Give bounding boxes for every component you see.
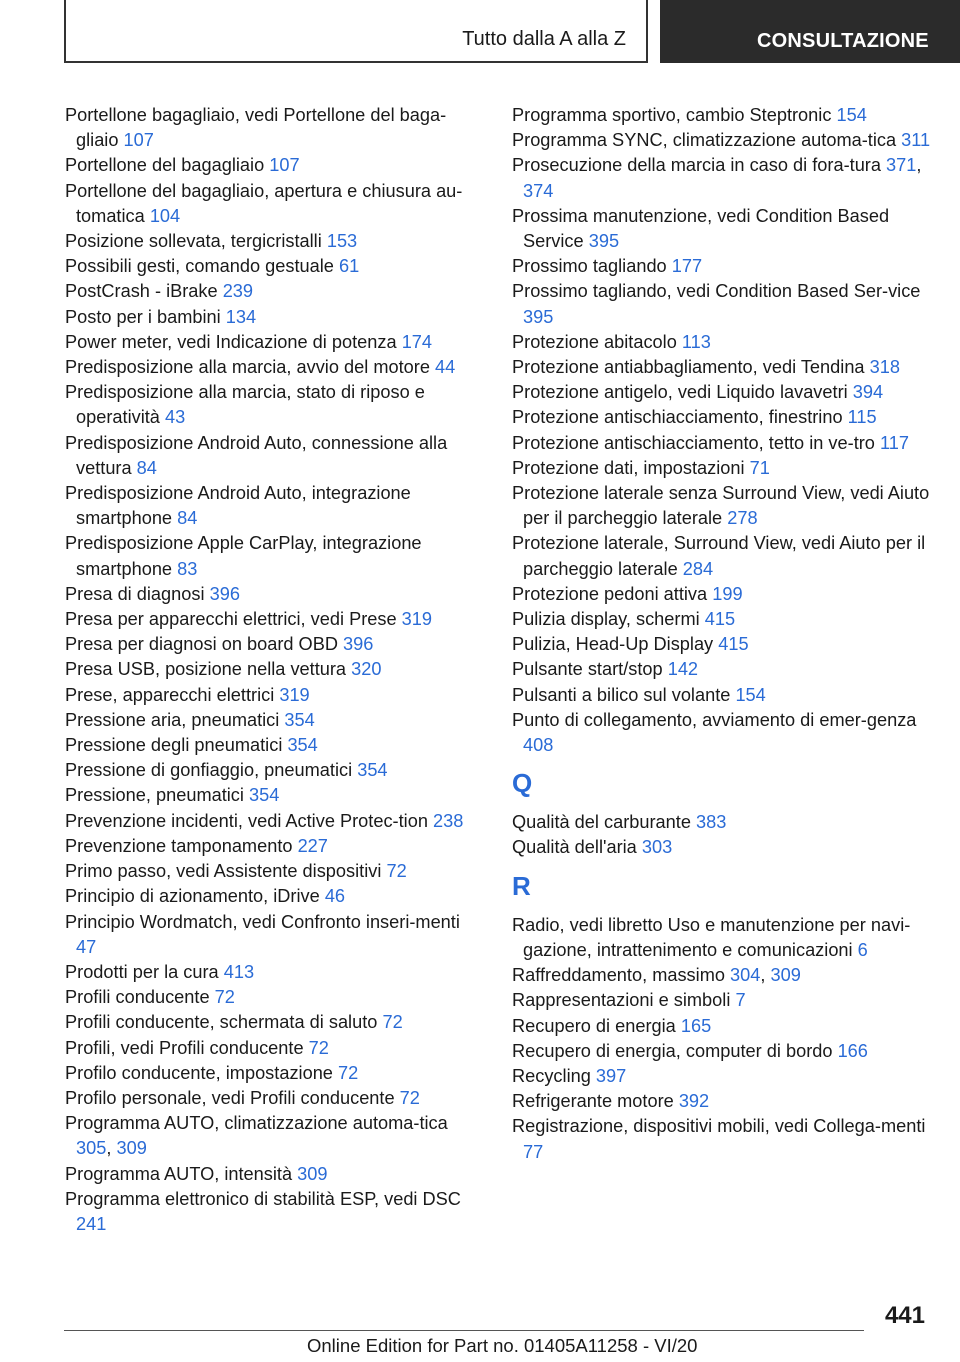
- index-entry: Programma AUTO, climatizzazione automa-tica 305, 309: [65, 1113, 448, 1159]
- index-entry: Prosecuzione della marcia in caso di fora-tura 371, 374: [512, 155, 922, 201]
- index-entry: [65, 254, 485, 279]
- index-entry: [65, 531, 485, 581]
- index-entry-text: Punto di collegamento, avviamento di emer-genza: [512, 709, 917, 730]
- page-reference-link[interactable]: 153: [326, 231, 358, 252]
- page-reference-link[interactable]: 71: [749, 457, 770, 478]
- index-entry-text: Protezione pedoni attiva: [512, 583, 708, 604]
- index-entry: [65, 582, 485, 607]
- page-reference-link[interactable]: 413: [223, 961, 255, 982]
- page-reference-link[interactable]: 354: [287, 735, 318, 756]
- page-reference-link[interactable]: 154: [836, 105, 867, 125]
- page-reference-link[interactable]: 354: [249, 785, 280, 806]
- chapter-tab: [660, 0, 960, 63]
- footer-divider: [64, 1330, 864, 1331]
- index-entry-text: Profili conducente: [65, 987, 210, 1008]
- index-entry: [65, 279, 485, 304]
- index-entry: [65, 179, 485, 229]
- index-entry-text: Prevenzione tamponamento: [65, 835, 293, 856]
- page-reference-link[interactable]: 174: [401, 331, 433, 352]
- index-entry-text: Refrigerante motore: [512, 1091, 674, 1112]
- page-reference-link[interactable]: 395: [588, 231, 620, 252]
- index-entry-text: Primo passo, vedi Assistente dispositivi: [65, 861, 382, 882]
- index-entry-text: Pressione, pneumatici: [65, 785, 244, 806]
- page-reference-link[interactable]: 278: [727, 508, 758, 529]
- page-reference-link[interactable]: 303: [641, 837, 673, 858]
- index-entry: [512, 254, 932, 279]
- page-reference-link[interactable]: 354: [284, 709, 315, 730]
- page-reference-link[interactable]: 319: [279, 684, 310, 705]
- index-entry-text: Predisposizione Android Auto, connessione alla vettura: [65, 432, 448, 478]
- index-entry-text: Prossimo tagliando, vedi Condition Based Ser-vice: [512, 281, 921, 302]
- page-reference-link[interactable]: 354: [357, 760, 388, 781]
- index-entry-text: Profilo personale, vedi Profili conducente: [65, 1087, 395, 1108]
- index-entry: [65, 859, 485, 884]
- page-reference-link[interactable]: 394: [852, 382, 884, 403]
- section-label: Tutto dalla A alla Z: [462, 28, 626, 50]
- page-reference-link[interactable]: 113: [681, 331, 711, 352]
- index-entry: [512, 683, 932, 708]
- page-reference-link[interactable]: 319: [401, 609, 432, 630]
- page-reference-link[interactable]: 72: [382, 1012, 403, 1033]
- index-entry-text: Protezione antiabbagliamento, vedi Tendina: [512, 357, 865, 378]
- page-reference-link[interactable]: 383: [696, 812, 727, 833]
- index-entry: [512, 456, 932, 481]
- index-entry-text: Predisposizione Apple CarPlay, integrazione smartphone: [65, 533, 422, 579]
- page-reference-link[interactable]: 134: [225, 306, 257, 327]
- index-entry-text: Presa USB, posizione nella vettura: [65, 659, 347, 680]
- page-reference-link[interactable]: 396: [343, 634, 374, 655]
- index-entry: [512, 708, 932, 758]
- index-entry-text: Qualità del carburante: [512, 812, 691, 833]
- index-entry-text: Profili conducente, schermata di saluto: [65, 1012, 378, 1033]
- index-entry-text: Presa di diagnosi: [65, 583, 205, 604]
- page-reference-link[interactable]: 83: [177, 558, 198, 579]
- index-entry-text: Posto per i bambini: [65, 306, 221, 327]
- index-entry: [512, 582, 932, 607]
- index-entry-text: Qualità dell'aria: [512, 837, 637, 858]
- page-reference-link[interactable]: 72: [337, 1062, 359, 1083]
- page-reference-link[interactable]: 396: [209, 583, 240, 604]
- index-entry-text: Programma sportivo, cambio Steptronic: [512, 105, 832, 125]
- index-entry: [512, 1014, 932, 1039]
- index-entry-text: Prevenzione incidenti, vedi Active Protec-tion: [65, 810, 428, 831]
- index-entry-text: Protezione antischiacciamento, tetto in ve-tro: [512, 432, 875, 453]
- index-entry: [512, 835, 932, 860]
- index-entry-text: Rappresentazioni e simboli: [512, 990, 731, 1011]
- index-entry-text: Portellone del bagagliaio, apertura e chiusura au-tomatica: [65, 180, 463, 226]
- index-entry: [512, 913, 932, 963]
- index-entry: [512, 128, 932, 153]
- index-entry-text: Protezione laterale senza Surround View, vedi Aiuto per il parcheggio laterale: [512, 483, 930, 529]
- page-reference-link[interactable]: 227: [297, 835, 328, 856]
- index-entry: [65, 305, 485, 330]
- index-column-left: [65, 103, 485, 1237]
- index-entry-text: Predisposizione alla marcia, stato di riposo e operatività: [65, 382, 425, 428]
- index-entry: [65, 809, 485, 834]
- index-entry-text: Principio di azionamento, iDrive: [65, 886, 320, 907]
- index-entry-text: Recupero di energia: [512, 1015, 676, 1036]
- index-entry-text: Protezione antischiacciamento, finestrino: [512, 407, 843, 428]
- index-entry: [65, 330, 485, 355]
- page-reference-link[interactable]: 239: [222, 281, 254, 302]
- index-entry-text: Predisposizione Android Auto, integrazione smartphone: [65, 483, 411, 529]
- page-reference-link[interactable]: 284: [682, 558, 714, 579]
- index-entry: [65, 103, 485, 153]
- index-entry: [65, 607, 485, 632]
- page-reference-link[interactable]: 241: [76, 1213, 107, 1234]
- index-entry: [65, 1036, 485, 1061]
- index-entry-text: Recycling: [512, 1065, 591, 1086]
- index-entry: [65, 1187, 485, 1237]
- index-entry: [65, 783, 485, 808]
- page-reference-link[interactable]: 72: [386, 861, 407, 882]
- index-letter-heading: R: [512, 870, 531, 901]
- index-entry: [512, 103, 932, 128]
- page-reference-link[interactable]: 77: [523, 1141, 544, 1162]
- index-entry: [512, 355, 932, 380]
- page-reference-link[interactable]: 320: [351, 659, 382, 680]
- index-entry: [512, 481, 932, 531]
- index-entry: [512, 405, 932, 430]
- index-entry: [65, 1010, 485, 1035]
- chapter-label: CONSULTAZIONE: [757, 30, 929, 52]
- page-reference-link[interactable]: 177: [671, 256, 703, 277]
- index-entry: [65, 481, 485, 531]
- page-reference-link[interactable]: 43: [164, 407, 186, 428]
- index-entry-text: Protezione laterale, Surround View, vedi Aiuto per il parcheggio laterale: [512, 533, 926, 579]
- index-entry: [65, 632, 485, 657]
- index-entry-text: Presa per diagnosi on board OBD: [65, 634, 338, 655]
- page-reference-link[interactable]: 6: [857, 939, 868, 960]
- page-reference-link[interactable]: 47: [76, 936, 97, 957]
- page-reference-link[interactable]: 304: [730, 965, 761, 986]
- index-entry-text: Presa per apparecchi elettrici, vedi Prese: [65, 609, 397, 630]
- index-entry: [512, 431, 932, 456]
- page-reference-link[interactable]: 392: [678, 1091, 710, 1112]
- index-entry: [65, 1061, 485, 1086]
- index-entry: [65, 683, 485, 708]
- page-reference-link[interactable]: 72: [214, 987, 235, 1008]
- index-entry: [512, 657, 932, 682]
- index-entry: [65, 960, 485, 985]
- index-entry-text: Pulsanti a bilico sul volante: [512, 684, 731, 705]
- index-entry-text: Raffreddamento, massimo: [512, 965, 725, 986]
- index-entry-text: Pressione aria, pneumatici: [65, 709, 280, 730]
- index-entry: [65, 1162, 485, 1187]
- page-number: 441: [884, 1302, 925, 1329]
- index-entry-text: Protezione antigelo, vedi Liquido lavavetri: [512, 382, 848, 403]
- index-entry-text: Predisposizione alla marcia, avvio del motore: [65, 357, 430, 378]
- index-entry-text: Prodotti per la cura: [65, 961, 219, 982]
- index-entry: [65, 355, 485, 380]
- index-entry: [512, 380, 932, 405]
- page-reference-link[interactable]: 311: [901, 130, 931, 151]
- index-entry: [512, 1089, 932, 1114]
- index-entry: [65, 380, 485, 430]
- index-entry-text: Power meter, vedi Indicazione di potenza: [65, 331, 397, 352]
- index-column-right: [512, 103, 932, 1165]
- index-entry-text: Programma elettronico di stabilità ESP, vedi DSC: [65, 1188, 461, 1209]
- index-entry: [512, 810, 932, 835]
- index-entry: [512, 531, 932, 581]
- index-entry-text: Prosecuzione della marcia in caso di fora-tura: [512, 155, 881, 176]
- index-entry: [512, 1064, 932, 1089]
- page-reference-link[interactable]: 46: [324, 886, 346, 907]
- index-entry: [512, 204, 932, 254]
- index-entry-text: Prese, apparecchi elettrici: [65, 684, 275, 705]
- index-entry-text: Posizione sollevata, tergicristalli: [65, 231, 322, 252]
- index-entry: [65, 834, 485, 859]
- index-entry: [65, 884, 485, 909]
- page-reference-link[interactable]: 408: [523, 735, 554, 756]
- footer-edition: Online Edition for Part no. 01405A11258 - VI/20: [307, 1335, 698, 1356]
- index-entry-text: Programma SYNC, climatizzazione automa-tica: [512, 130, 897, 151]
- page-reference-link[interactable]: 166: [837, 1040, 868, 1061]
- index-entry-text: Registrazione, dispositivi mobili, vedi Collega-menti: [512, 1116, 926, 1137]
- index-entry-text: Recupero di energia, computer di bordo: [512, 1040, 833, 1061]
- index-entry: [65, 758, 485, 783]
- index-entry: [65, 657, 485, 682]
- index-entry-text: Pressione di gonfiaggio, pneumatici: [65, 760, 353, 781]
- index-entry: [65, 153, 485, 178]
- index-entry: [512, 279, 932, 329]
- index-entry-text: Pressione degli pneumatici: [65, 735, 283, 756]
- page-reference-link[interactable]: 72: [399, 1087, 420, 1108]
- page-reference-link[interactable]: 374: [523, 180, 554, 201]
- index-entry-text: Prossimo tagliando: [512, 256, 667, 277]
- index-entry: [512, 1039, 932, 1064]
- page-reference-link[interactable]: 199: [712, 583, 743, 604]
- index-entry-text: Prossima manutenzione, vedi Condition Based Service: [512, 205, 890, 252]
- page-reference-link[interactable]: 7: [735, 990, 746, 1011]
- page-reference-link[interactable]: 371: [886, 155, 917, 176]
- index-entry: [512, 988, 932, 1013]
- index-entry: [512, 607, 932, 632]
- index-entry: [512, 330, 932, 355]
- index-entry-text: Programma AUTO, intensità: [65, 1163, 293, 1184]
- page-reference-link[interactable]: 154: [735, 684, 766, 705]
- page-reference-link[interactable]: 309: [770, 965, 801, 986]
- index-entry-text: Protezione abitacolo: [512, 331, 677, 352]
- page-reference-link[interactable]: 165: [680, 1015, 712, 1036]
- page-reference-link[interactable]: 72: [308, 1037, 329, 1058]
- index-entry: [65, 910, 485, 960]
- index-entry: [65, 431, 485, 481]
- page-reference-link[interactable]: 61: [339, 256, 360, 277]
- index-entry: [512, 1114, 932, 1164]
- page-reference-link[interactable]: 107: [269, 155, 300, 176]
- page-reference-link[interactable]: 305: [76, 1138, 107, 1159]
- index-entry-text: Radio, vedi libretto Uso e manutenzione per navi-gazione, intrattenimento e comunicazioni: [512, 914, 911, 960]
- index-entry-text: Portellone del bagagliaio: [65, 155, 265, 176]
- page-reference-link[interactable]: 415: [718, 634, 749, 655]
- index-entry-text: Portellone bagagliaio, vedi Portellone del baga-gliaio: [65, 105, 447, 151]
- index-entry-text: PostCrash - iBrake: [65, 281, 218, 302]
- index-entry: [512, 632, 932, 657]
- index-entry: [65, 985, 485, 1010]
- index-entry-text: Protezione dati, impostazioni: [512, 457, 745, 478]
- index-letter-heading: Q: [512, 768, 533, 799]
- index-entry-text: Pulizia, Head-Up Display: [512, 634, 714, 655]
- index-entry-text: Programma AUTO, climatizzazione automa-tica: [65, 1113, 448, 1134]
- header-section-box: [64, 0, 648, 63]
- index-entry-text: Possibili gesti, comando gestuale: [65, 256, 334, 277]
- page-reference-link[interactable]: 318: [869, 357, 900, 378]
- page-reference-link[interactable]: 397: [595, 1065, 627, 1086]
- page-reference-link[interactable]: 44: [435, 357, 456, 378]
- index-entry-text: Pulsante start/stop: [512, 659, 663, 680]
- index-entry-text: Pulizia display, schermi: [512, 609, 700, 630]
- index-entry: [65, 1086, 485, 1111]
- page-reference-link[interactable]: 395: [523, 306, 554, 327]
- index-entry-text: Profili, vedi Profili conducente: [65, 1037, 304, 1058]
- page-reference-link[interactable]: 107: [123, 130, 154, 151]
- index-entry: [65, 733, 485, 758]
- page-reference-link[interactable]: 238: [433, 810, 464, 831]
- page-reference-link[interactable]: 142: [667, 659, 699, 680]
- page-reference-link[interactable]: 84: [177, 508, 198, 529]
- index-entry: [65, 708, 485, 733]
- page-reference-link[interactable]: 309: [116, 1138, 147, 1159]
- index-entry: [65, 229, 485, 254]
- page-reference-link[interactable]: 415: [704, 609, 736, 630]
- index-entry-text: Profilo conducente, impostazione: [65, 1062, 333, 1083]
- index-entry: Raffreddamento, massimo 304, 309: [512, 965, 801, 986]
- page-reference-link[interactable]: 84: [136, 457, 157, 478]
- page-reference-link[interactable]: 115: [847, 407, 877, 428]
- index-entry-text: Principio Wordmatch, vedi Confronto inseri-menti: [65, 911, 460, 932]
- page-reference-link[interactable]: 309: [297, 1163, 328, 1184]
- page-reference-link[interactable]: 117: [880, 432, 909, 453]
- page-reference-link[interactable]: 104: [149, 205, 181, 226]
